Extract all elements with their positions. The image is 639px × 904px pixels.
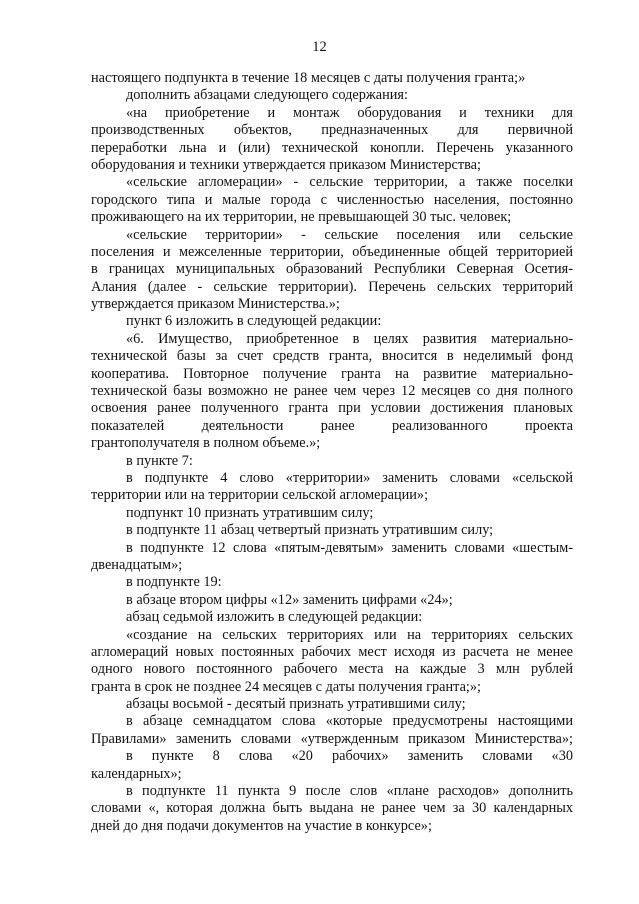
text-line: «сельские агломерации» - сельские территории, а также поселки [126, 174, 573, 191]
text-line: городского типа и малые города с численностью населения, постоянно [91, 191, 573, 208]
text-line: в подпункте 4 слово «территории» заменить словами «сельской [126, 469, 573, 486]
text-line: дней до дня подачи документов на участие в конкурсе»; [91, 817, 432, 834]
text-line: настоящего подпункта в течение 18 месяцев с даты получения гранта;» [91, 70, 526, 86]
text-line: Алания (далее - сельские территории). Перечень сельских территорий [91, 278, 573, 295]
text-line: поселения и межселенные территории, объединенные общей территорией [91, 243, 573, 260]
text-line: переработки льна и (или) технической конопли. Перечень указанного [91, 139, 573, 156]
text-line: «сельские территории» - сельские поселения или сельские [126, 226, 573, 243]
text-line: в пункте 7: [126, 452, 193, 469]
text-line: проживающего на их территории, не превышающей 30 тыс. человек; [91, 209, 512, 226]
text-line: в границах муниципальных образований Республики Северная Осетия- [91, 261, 573, 278]
text-line: одного нового постоянного рабочего места на каждые 3 млн рублей [91, 661, 573, 678]
text-line: «создание на сельских территориях или на территориях сельских [126, 626, 573, 643]
text-line: в пункте 8 слова «20 рабочих» заменить словами «30 [126, 748, 573, 765]
text-line: территории или на территории сельской агломерации»; [91, 487, 429, 504]
text-line: «6. Имущество, приобретенное в целях развития материально- [126, 330, 573, 347]
text-line: кооператива. Повторное получение гранта на развитие материально- [91, 365, 573, 382]
text-line: «на приобретение и монтаж оборудования и техники для [126, 104, 573, 121]
text-line: в абзаце семнадцатом слова «которые предусмотрены настоящими [126, 713, 573, 730]
text-line: показателей деятельности ранее реализованного проекта [91, 417, 573, 434]
text-line: в подпункте 11 пункта 9 после слов «плане расходов» дополнить [126, 783, 573, 800]
text-line: двенадцатым»; [91, 556, 183, 573]
text-line: абзацы восьмой - десятый признать утратившими силу; [126, 696, 466, 713]
text-line: технической базы за счет средств гранта, вносится в неделимый фонд [91, 348, 573, 365]
text-line: в подпункте 12 слова «пятым-девятым» заменить словами «шестым- [126, 539, 573, 556]
text-line: в подпункте 19: [126, 574, 222, 591]
text-line: грантополучателя в полном объеме.»; [91, 435, 321, 452]
text-line: подпункт 10 признать утратившим силу; [126, 504, 374, 521]
text-line: гранта в срок не позднее 24 месяцев с даты получения гранта;»; [91, 678, 482, 695]
text-line: в подпункте 11 абзац четвертый признать утратившим силу; [126, 522, 494, 539]
page-number: 12 [312, 39, 327, 55]
text-line: технической базы возможно не ранее чем через 12 месяцев со дня полного [91, 383, 573, 400]
text-line: дополнить абзацами следующего содержания: [126, 87, 408, 104]
text-line: утверждается приказом Министерства.»; [91, 296, 340, 313]
text-line: освоения ранее полученного гранта при условии достижения плановых [91, 400, 573, 417]
text-line: абзац седьмой изложить в следующей редакции: [126, 609, 423, 626]
text-line: производственных объектов, предназначенных для первичной [91, 122, 573, 139]
text-line: агломераций новых постоянных рабочих мест исходя из расчета не менее [91, 643, 573, 660]
text-line: календарных»; [91, 765, 182, 782]
text-line: словами «, которая должна быть выдана не ранее чем за 30 календарных [91, 800, 573, 817]
text-line: в абзаце втором цифры «12» заменить цифрами «24»; [126, 591, 453, 608]
text-line: оборудования и техники утверждается приказом Министерства; [91, 156, 481, 173]
text-line: пункт 6 изложить в следующей редакции: [126, 313, 382, 330]
document-body [91, 70, 573, 835]
text-line: Правилами» заменить словами «утвержденным приказом Министерства»; [91, 730, 573, 747]
